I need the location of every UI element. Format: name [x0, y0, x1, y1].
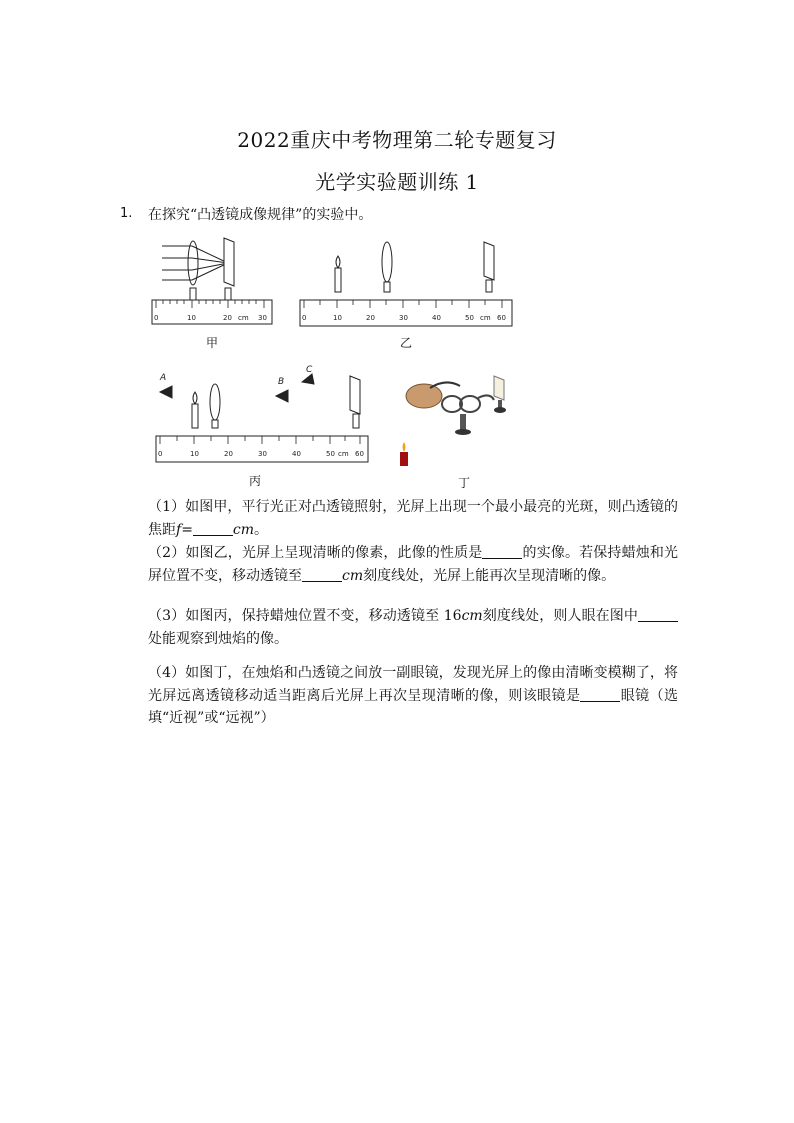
eye-icon [276, 390, 288, 402]
answer-blank[interactable] [638, 607, 678, 622]
tick-label: 20 [223, 314, 232, 322]
tick-label: 0 [154, 314, 159, 322]
caption-jia: 甲 [206, 336, 219, 350]
page-subtitle: 光学实验题训练 1 [315, 170, 479, 194]
part-1: （1）如图甲，平行光正对凸透镜照射，光屏上出现一个最小最亮的光斑，则凸透镜的焦距f= cm。 [148, 499, 678, 538]
answer-blank[interactable] [302, 567, 342, 582]
figure-bing [154, 362, 374, 468]
tick-label: 30 [258, 314, 267, 322]
svg-text:50: 50 [326, 450, 335, 458]
answer-blank[interactable] [580, 687, 620, 702]
svg-text:10: 10 [190, 450, 199, 458]
part-3: （3）如图丙，保持蜡烛位置不变，移动透镜至 16cm刻度线处，则人眼在图中处能观察到烛焰的像。 [148, 605, 678, 650]
svg-text:40: 40 [432, 314, 441, 322]
svg-text:60: 60 [355, 450, 364, 458]
svg-text:0: 0 [158, 450, 163, 458]
eye-icon [302, 374, 314, 384]
svg-text:30: 30 [258, 450, 267, 458]
caption-ding: 丁 [458, 476, 471, 490]
svg-text:50: 50 [465, 314, 474, 322]
figure-ding [394, 370, 522, 474]
figure-yi [298, 234, 516, 332]
svg-text:60: 60 [497, 314, 506, 322]
question-stem: 在探究“凸透镜成像规律”的实验中。 [148, 207, 373, 223]
svg-text:cm: cm [338, 450, 349, 458]
eye-label-a: A [160, 373, 167, 383]
figure-jia [150, 232, 276, 332]
eye-label-b: B [278, 377, 285, 387]
eye-label-c: C [306, 365, 313, 375]
svg-text:0: 0 [302, 314, 307, 322]
svg-text:20: 20 [224, 450, 233, 458]
svg-text:20: 20 [366, 314, 375, 322]
eye-icon [160, 386, 172, 398]
svg-text:40: 40 [292, 450, 301, 458]
answer-blank[interactable] [482, 544, 522, 559]
question-number: 1. [120, 206, 133, 221]
svg-text:cm: cm [480, 314, 491, 322]
part-4: （4）如图丁，在烛焰和凸透镜之间放一副眼镜，发现光屏上的像由清晰变模糊了，将光屏远离透镜移动适当距离后光屏上再次呈现清晰的像，则该眼镜是 眼镜（选填“近视”或“远视”） [148, 665, 679, 726]
caption-yi: 乙 [400, 336, 413, 350]
svg-text:30: 30 [399, 314, 408, 322]
unit-label: cm [238, 314, 249, 322]
svg-text:10: 10 [333, 314, 342, 322]
answer-blank[interactable] [193, 521, 233, 536]
page-title: 2022重庆中考物理第二轮专题复习 [237, 128, 557, 152]
part-2: （2）如图乙，光屏上呈现清晰的像素，此像的性质是 的实像。若保持蜡烛和光屏位置不变，移动透镜至 cm刻度线处，光屏上能再次呈现清晰的像。 [148, 545, 679, 584]
caption-bing: 丙 [249, 474, 262, 488]
tick-label: 10 [187, 314, 196, 322]
hand [406, 384, 442, 408]
